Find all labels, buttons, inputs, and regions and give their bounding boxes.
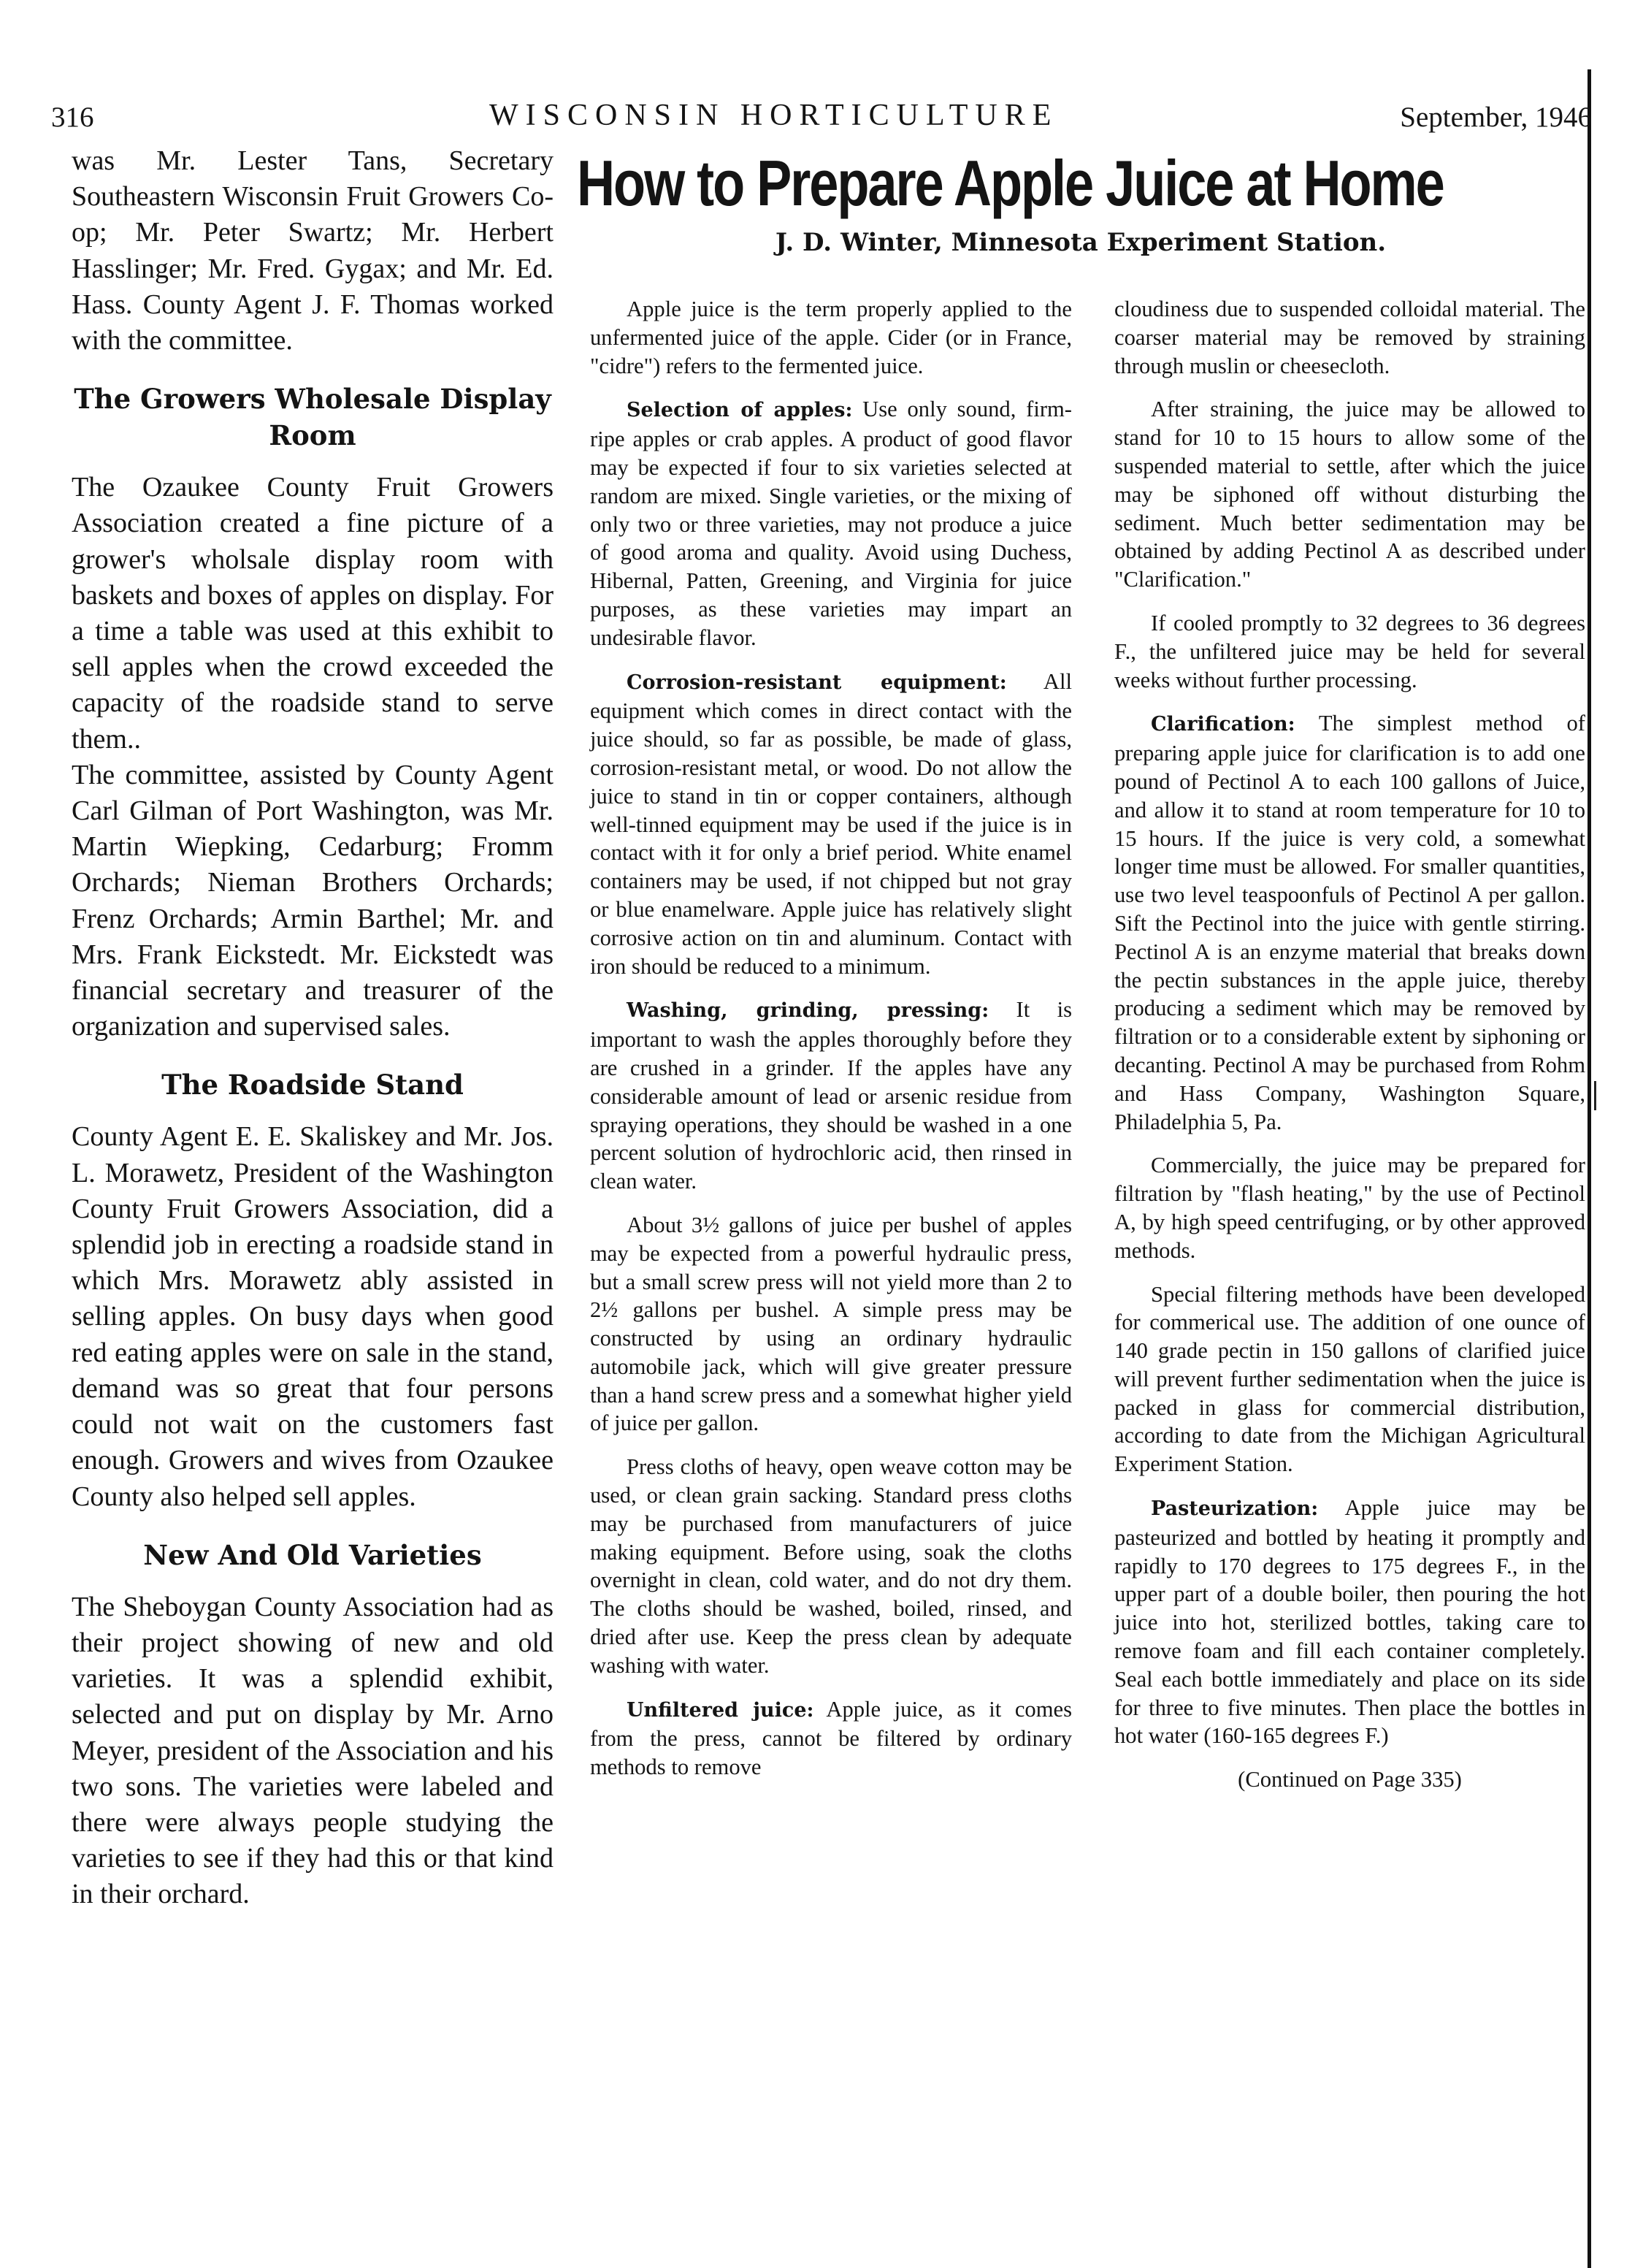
left-intro-paragraph: was Mr. Lester Tans, Secretary Southeastern Wisconsin Fruit Growers Co-op; Mr. Peter Swartz; Mr. Herbert Hasslinger; Mr. Fred. Gygax; and Mr. Ed. Hass. County Agent J. F. Thomas worked with the committee. [72,145,554,356]
cloudiness-paragraph: cloudiness due to suspended colloidal material. The coarser material may be removed by straining through muslin or cheesecloth. [1114,297,1585,378]
corrosion-paragraph [590,668,1072,981]
clarification-text: The simplest method of preparing apple juice for clarification is to add one pound of Pectinol A to each 100 gallons of Juice, and allow it to stand at room temperature for 10 to 15 hours. If the juice is very cold, a somewhat longer time must be allowed. For smaller quantities, use two level teaspoonfuls of Pectinol A per gallon. Sift the Pectinol into the juice with gentle stirring. Pectinol A is an enzyme material that breaks down the pectin substances in the apple juice, thereby producing a sediment which may be removed by filtration or to a considerable extent by siphoning or decanting. Pectinol A may be purchased from Rohm and Hass Company, Washington Square, Philadelphia 5, Pa. [1114,711,1585,1134]
washing-lead: Washing, grinding, pressing: [627,999,989,1023]
clarification-lead: Clarification: [1151,713,1295,736]
gallons-paragraph: About 3½ gallons of juice per bushel of apples may be expected from a powerful hydraulic press, but a small screw press will not yield more than 2 to 2½ gallons per bushel. A simple press may be constructed by using an ordinary hydraulic automobile jack, which will give greater pressure than a hand screw press and a somewhat higher yield of juice per gallon. [590,1212,1072,1436]
page-number: 316 [51,102,94,133]
clarification-paragraph [1114,709,1585,1136]
running-header [51,93,1592,137]
display-room-paragraph-1: The Ozaukee County Fruit Growers Association created a fine picture of a grower's wholsale display room with baskets and boxes of apples on display. For a time a table was used at this exhibit to sell apples when the crowd exceeded the capacity of the roadside stand to serve them.. [72,472,554,755]
pasteurization-paragraph [1114,1494,1585,1750]
article-byline: J. D. Winter, Minnesota Experiment Station. [775,228,1387,257]
article-right-column [1114,295,1585,1809]
press-cloths-paragraph: Press cloths of heavy, open weave cotton may be used, or clean grain sacking. Standard press cloths may be purchased from manufacturers of juice making equipment. Before using, soak the cloths overnight in clean, cold water, and do not dry them. The cloths should be washed, boiled, rinsed, and dried after use. Keep the press clean by adequate washing with water. [590,1454,1072,1678]
varieties-paragraph: The Sheboygan County Association had as their project showing of new and old varieties. It was a splendid exhibit, selected and put on display by Mr. Arno Meyer, president of the Association and his two sons. The varieties were labeled and there were always people studying the varieties to see if they had this or that kind in their orchard. [72,1591,554,1910]
cooling-paragraph: If cooled promptly to 32 degrees to 36 degrees F., the unfiltered juice may be held for several weeks without further processing. [1114,610,1585,692]
continued-notice[interactable]: (Continued on Page 335) [1238,1767,1462,1792]
left-column [72,143,554,1913]
commercial-paragraph: Commercially, the juice may be prepared for filtration by "flash heating," by the use of Pectinol A, by high speed centrifuging, or by other approved methods. [1114,1153,1585,1263]
page-edge-rule [1588,69,1591,2268]
corrosion-text: All equipment which comes in direct contact with the juice should, so far as possible, be made of glass, corrosion-resistant metal, or wood. Do not allow the juice to stand in tin or copper containers, although well-tinned equipment may be used if the juice is in contact with it for only a brief period. White enamel containers may be used, if not chipped but not gray or blue enamelware. Apple juice has relatively slight corrosive action on tin and aluminum. Contact with iron should be reduced to a minimum. [590,668,1072,979]
article-middle-column [590,295,1072,1797]
journal-title: WISCONSIN HORTICULTURE [489,99,1059,132]
page-edge-tick [1594,1081,1596,1110]
washing-paragraph [590,996,1072,1196]
pasteurization-text: Apple juice may be pasteurized and bottled by heating it promptly and rapidly to 170 degrees to 175 degrees F., in the upper part of a double boiler, then pouring the hot juice into hot, sterilized bottles, taking care to remove foam and fill each container completely. Seal each bottle immediately and place on its side for three to five minutes. Then place the bottles in hot water (160-165 degrees F.) [1114,1495,1585,1749]
section-heading-varieties: New And Old Varieties [143,1538,482,1571]
washing-text: It is important to wash the apples thoroughly before they are crushed in a grinder. If the apples have any considerable amount of lead or arsenic residue from spraying operations, they should be washed in a one percent solution of hydrochloric acid, then rinsed in clean water. [590,997,1072,1194]
intro-paragraph: Apple juice is the term properly applied to the unfermented juice of the apple. Cider (or in France, "cidre") refers to the fermented juice. [590,297,1072,378]
unfiltered-text: Apple juice, as it comes from the press, cannot be filtered by ordinary methods to remove [590,1696,1072,1780]
pasteurization-lead: Pasteurization: [1151,1497,1319,1521]
roadside-stand-paragraph: County Agent E. E. Skaliskey and Mr. Jos. L. Morawetz, President of the Washington County Fruit Growers Association, did a splendid job in erecting a roadside stand in which Mrs. Morawetz ably assisted in selling apples. On busy days when good red eating apples were on sale in the stand, demand was so great that four persons could not wait on the customers fast enough. Growers and wives from Ozaukee County also helped sell apples. [72,1121,554,1512]
display-room-paragraph-2: The committee, assisted by County Agent Carl Gilman of Port Washington, was Mr. Martin Wiepking, Cedarburg; Fromm Orchards; Nieman Brothers Orchards; Frenz Orchards; Armin Barthel; Mr. and Mrs. Frank Eickstedt. Mr. Eickstedt was financial secretary and treasurer of the organization and supervised sales. [72,759,554,1042]
straining-paragraph: After straining, the juice may be allowed to stand for 10 to 15 hours to allow some of the suspended material to settle, after which the juice may be siphoned off without disturbing the sediment. Much better sedimentation may be obtained by adding Pectinol A as described under "Clarification." [1114,397,1585,592]
article-headline: How to Prepare Apple Juice at Home [577,147,1444,219]
special-filtering-paragraph: Special filtering methods have been developed for commerical use. The addition of one ounce of 140 grade pectin in 150 gallons of clarified juice will prevent further sedimentation when the juice is packed in glass for commercial distribution, according to date from the Michigan Agricultural Experiment Station. [1114,1281,1585,1477]
selection-lead: Selection of apples: [627,399,853,422]
selection-text: Use only sound, firm-ripe apples or crab apples. A product of good flavor may be expected if four to six varieties selected at random are mixed. Single varieties, or the mixing of only two or three varieties, may not produce a juice of good aroma and quality. Avoid using Duchess, Hibernal, Patten, Greening, and Virginia for juice purposes, as these varieties may impart an undesirable flavor. [590,397,1072,650]
section-heading-roadside-stand: The Roadside Stand [161,1069,464,1101]
unfiltered-lead: Unfiltered juice: [627,1698,814,1722]
selection-paragraph [590,395,1072,652]
issue-date: September, 1946 [1400,102,1592,133]
unfiltered-paragraph [590,1695,1072,1782]
section-heading-display-room: The Growers Wholesale Display Room [74,383,551,452]
corrosion-lead: Corrosion-resistant equipment: [627,671,1007,694]
